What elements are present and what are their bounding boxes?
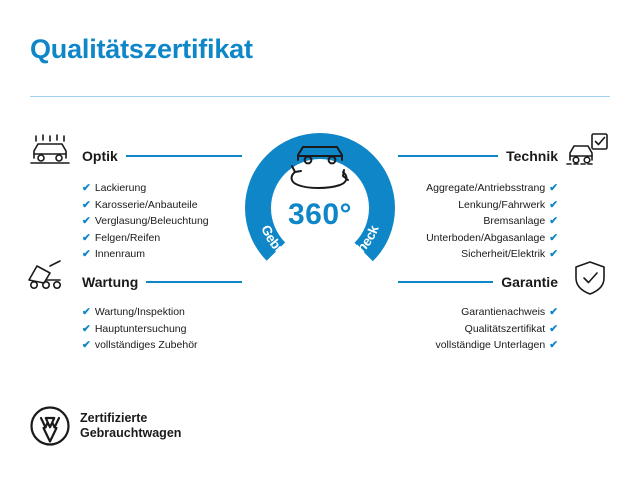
section-header-optik bbox=[82, 148, 242, 164]
check-icon: ✔ bbox=[82, 306, 91, 318]
section-title-wartung: Wartung bbox=[82, 274, 139, 290]
list-item bbox=[378, 304, 558, 321]
list-item-label: Felgen/Reifen bbox=[94, 231, 161, 244]
footer-line-2: Gebrauchtwagen bbox=[80, 426, 182, 440]
list-item bbox=[378, 337, 558, 354]
check-icon: ✔ bbox=[82, 231, 91, 244]
check-icon: ✔ bbox=[549, 215, 558, 227]
list-item-label: Hauptuntersuchung bbox=[94, 322, 187, 335]
car-wash-icon bbox=[28, 132, 72, 171]
list-item-label: Unterboden/Abgasanlage bbox=[426, 231, 546, 244]
check-icon: ✔ bbox=[549, 198, 558, 211]
check-icon: ✔ bbox=[549, 231, 558, 244]
check-icon: ✔ bbox=[549, 306, 558, 318]
list-item-label: Verglasung/Beleuchtung bbox=[94, 215, 209, 227]
title-divider bbox=[30, 96, 610, 97]
section-rule-optik bbox=[126, 155, 242, 157]
list-item-label: Lenkung/Fahrwerk bbox=[458, 198, 546, 211]
list-item-label: Karosserie/Anbauteile bbox=[94, 198, 198, 211]
list-wartung bbox=[82, 304, 262, 354]
list-item-label: Innenraum bbox=[94, 248, 146, 260]
badge-360-check bbox=[232, 120, 408, 296]
list-item-label: Lackierung bbox=[94, 182, 147, 194]
check-icon: ✔ bbox=[549, 182, 558, 194]
footer-line-1: Zertifizierte bbox=[80, 411, 148, 425]
list-item bbox=[82, 321, 262, 338]
check-icon: ✔ bbox=[549, 248, 558, 260]
shield-check-icon bbox=[572, 260, 608, 301]
car-inspection-icon bbox=[566, 132, 612, 171]
list-item-label: Qualitätszertifikat bbox=[464, 322, 546, 335]
list-item-label: Bremsanlage bbox=[483, 215, 546, 227]
check-icon: ✔ bbox=[82, 248, 91, 260]
check-icon: ✔ bbox=[82, 339, 91, 351]
list-item-label: Sicherheit/Elektrik bbox=[461, 248, 546, 260]
section-header-garantie bbox=[398, 274, 558, 290]
list-item bbox=[82, 337, 262, 354]
check-icon: ✔ bbox=[82, 198, 91, 211]
check-icon: ✔ bbox=[82, 215, 91, 227]
list-item bbox=[378, 321, 558, 338]
section-title-technik: Technik bbox=[506, 148, 558, 164]
list-garantie bbox=[378, 304, 558, 354]
badge-center-label: 360° bbox=[287, 198, 353, 231]
section-title-garantie: Garantie bbox=[501, 274, 558, 290]
section-header-technik bbox=[398, 148, 558, 164]
check-icon: ✔ bbox=[549, 339, 558, 351]
badge-arc-label: Gebrauchtwagen-Check bbox=[258, 222, 382, 274]
section-rule-wartung bbox=[146, 281, 242, 283]
list-item-label: Garantienachweis bbox=[461, 306, 546, 318]
section-rule-garantie bbox=[398, 281, 493, 283]
page-title: Qualitätszertifikat bbox=[30, 34, 253, 64]
list-item-label: vollständige Unterlagen bbox=[435, 339, 546, 351]
list-item-label: Aggregate/Antriebsstrang bbox=[426, 182, 546, 194]
footer bbox=[30, 406, 181, 446]
check-icon: ✔ bbox=[82, 322, 91, 335]
footer-text bbox=[80, 411, 181, 441]
svg-text:Gebrauchtwagen-Check bbox=[258, 223, 382, 274]
section-header-wartung bbox=[82, 274, 242, 290]
list-item-label: Wartung/Inspektion bbox=[94, 306, 185, 318]
vw-logo bbox=[30, 406, 70, 446]
check-icon: ✔ bbox=[549, 322, 558, 335]
check-icon: ✔ bbox=[82, 182, 91, 194]
list-item bbox=[82, 304, 262, 321]
section-title-optik: Optik bbox=[82, 148, 118, 164]
list-item-label: vollständiges Zubehör bbox=[94, 339, 198, 351]
tow-truck-icon bbox=[24, 258, 72, 297]
section-rule-technik bbox=[398, 155, 498, 157]
